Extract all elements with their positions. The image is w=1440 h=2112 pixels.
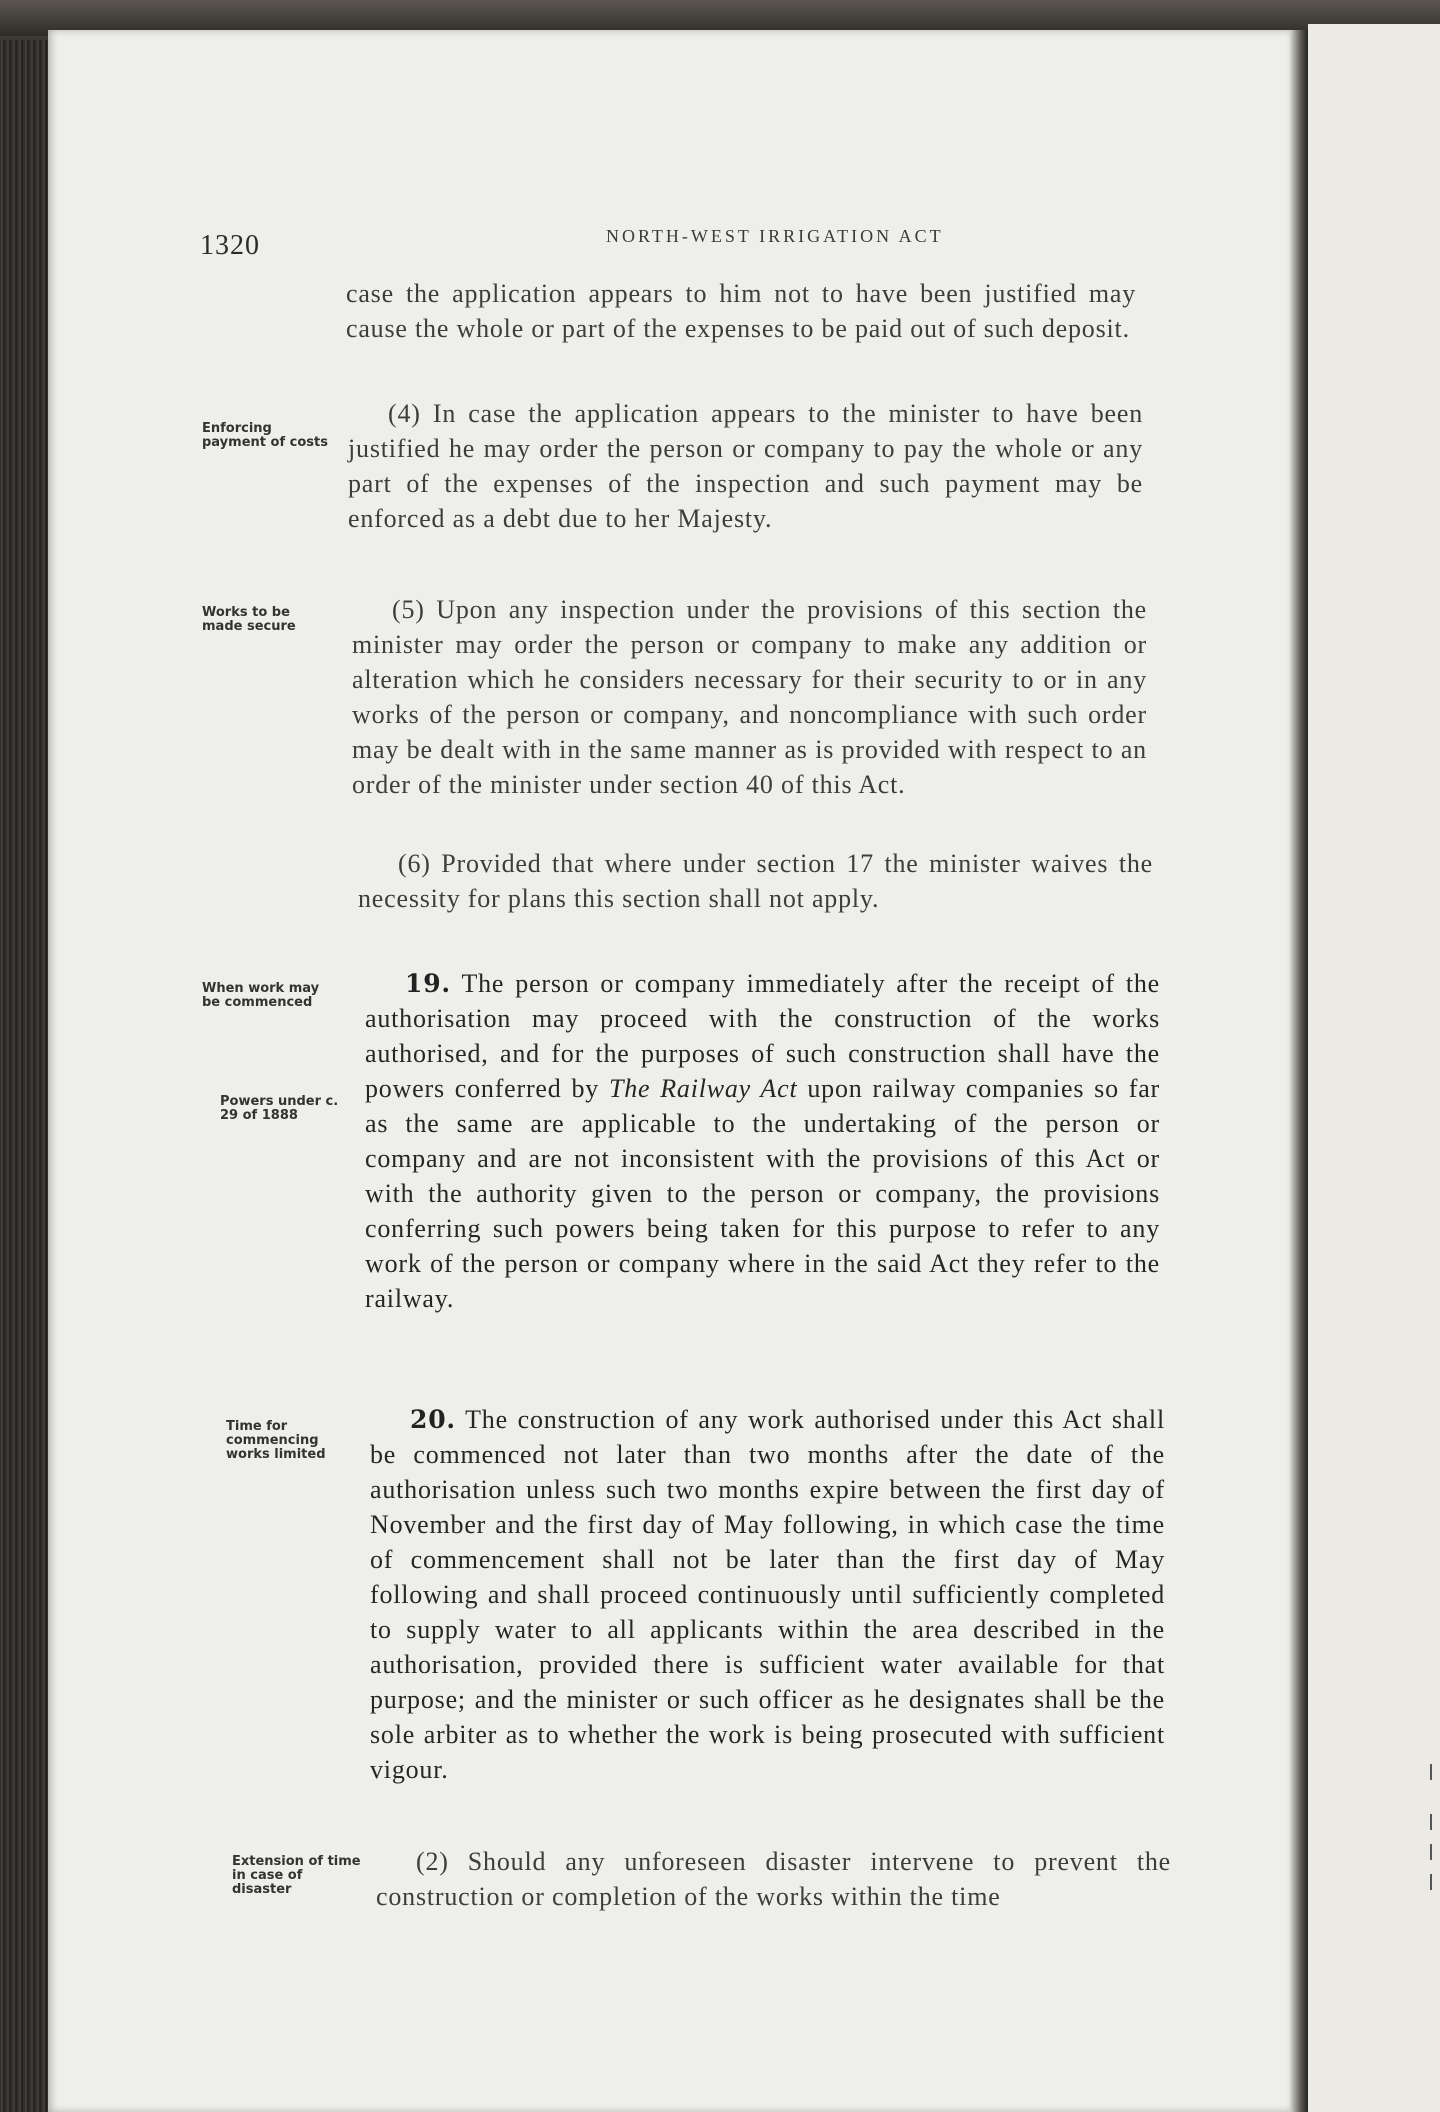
facing-page-mark [1430,1814,1432,1830]
facing-page-mark [1430,1764,1432,1780]
facing-page-mark [1430,1844,1432,1860]
margin-note-time-for: Time for commencing works limited [226,1419,326,1462]
section-number-20: 20. [410,1405,456,1434]
section-19 [365,966,1160,1316]
railway-act-title: The Railway Act [608,1074,798,1103]
running-title: NORTH-WEST IRRIGATION ACT [606,226,944,246]
subsection-4: (4) In case the application appears to the minister to have been justified he may order the person or company to pay the whole or any part of the expenses of the inspection and such payment may be enforced as a debt due to her Majesty. [348,399,1143,533]
running-head [48,222,1290,262]
section-19-text-b: upon railway companies so far as the same are applicable to the undertaking of the person or company and are not inconsistent with the provisions of this Act or with the authority given to the person or company, the provisions conferring such powers being taken for this purpose to refer to any work of the person or company where in the said Act they refer to the railway. [365,1074,1161,1313]
subsection-5: (5) Upon any inspection under the provisions of this section the minister may order the person or company to make any addition or alteration which he considers necessary for their security to or in any works of the person or company, and noncompliance with such order may be dealt with in the same manner as is provided with respect to an order of the minister under section 40 of this Act. [352,595,1147,799]
margin-note-enforcing: Enforcing payment of costs [202,421,328,450]
paragraph-continuation: case the application appears to him not to have been justified may cause the whole or part of the expenses to be paid out of such deposit. [346,279,1136,343]
page-number: 1320 [200,230,260,261]
book-gutter [1290,30,1308,2112]
margin-note-works-secure: Works to be made secure [202,605,296,634]
section-20 [370,1402,1165,1787]
page-stack-edge [0,40,52,2112]
subsection-20-2: (2) Should any unforeseen disaster intervene to prevent the construction or completion of the works within the time [376,1847,1171,1911]
section-20-text: The construction of any work authorised under this Act shall be commenced not later than two months after the date of the authorisation unless such two months expire between the first day of November and the first day of May following, in which case the time of commencement shall not be later than the first day of May following and shall proceed continuously until sufficiently completed to supply water to all applicants within the area described in the authorisation, provided there is sufficient water available for that purpose; and the minister or such officer as he designates shall be the sole arbiter as to whether the work is being prosecuted with sufficient vigour. [370,1405,1165,1784]
section-number-19: 19. [405,969,451,998]
margin-note-when-work: When work may be commenced [202,981,320,1010]
margin-note-powers: Powers under c. 29 of 1888 [220,1094,339,1123]
section-19-text-a: The person or company immediately after the receipt of the authorisation may proceed with the construction of the works authorised, and for the purposes of such construction shall have the powers conferred by [365,969,1160,1103]
facing-page-mark [1430,1874,1432,1890]
margin-note-extension: Extension of time in case of disaster [232,1854,361,1897]
facing-page [1308,24,1440,2112]
subsection-6: (6) Provided that where under section 17 the minister waives the necessity for plans this section shall not apply. [358,849,1153,913]
